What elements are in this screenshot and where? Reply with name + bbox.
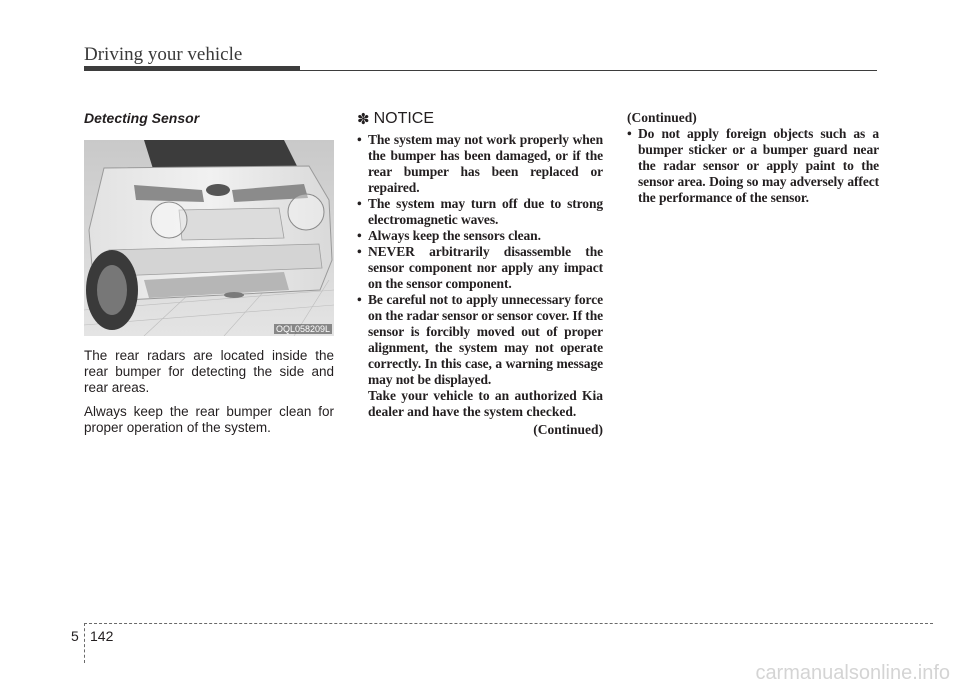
notice-list	[357, 132, 603, 388]
notice-heading	[357, 110, 603, 128]
bullet-icon: •	[627, 126, 632, 141]
paragraph: Always keep the rear bumper clean for proper operation of the system.	[84, 404, 334, 435]
list-item: • Always keep the sensors clean.	[357, 228, 541, 243]
page-number: 142	[90, 628, 114, 644]
notice-column	[357, 110, 603, 438]
right-column	[627, 110, 879, 206]
list-item: • Be careful not to apply unnecessary force on the radar sensor or sensor cover. If the sensor is forcibly moved out of proper alignment, the system may not operate correctly. In this case, a warning message may not be displayed.	[357, 292, 603, 387]
bullet-icon: •	[357, 196, 362, 211]
chapter-number: 5	[71, 628, 79, 644]
asterisk-icon: ✽	[357, 111, 370, 128]
paragraph: The rear radars are located inside the rear bumper for detecting the side and rear areas.	[84, 348, 334, 395]
notice-title: NOTICE	[373, 110, 435, 127]
rear-radar-figure	[84, 140, 334, 336]
footer-divider	[84, 623, 85, 663]
bullet-icon: •	[357, 244, 362, 259]
bullet-icon: •	[357, 228, 362, 243]
figure-code: OQL058209L	[275, 324, 330, 334]
notice-followup: Take your vehicle to an authorized Kia dealer and have the system checked.	[368, 388, 603, 419]
suv-rear-illustration	[84, 140, 334, 336]
notice-list-continued	[627, 126, 879, 206]
watermark: carmanualsonline.info	[755, 662, 950, 684]
bullet-icon: •	[357, 292, 362, 307]
section-heading: Detecting Sensor	[84, 110, 200, 126]
list-item: • The system may turn off due to strong electromagnetic waves.	[357, 196, 603, 227]
header-rule-thin	[300, 70, 877, 71]
header-rule-thick	[84, 66, 300, 71]
continued-label: (Continued)	[533, 422, 603, 437]
list-item: • The system may not work properly when the bumper has been damaged, or if the rear bumper has been replaced or repaired.	[357, 132, 603, 195]
list-item: • Do not apply foreign objects such as a bumper sticker or a bumper guard near the radar sensor or apply paint to the sensor area. Doing so may adversely affect the performance of the sensor.	[627, 126, 879, 205]
left-column	[84, 110, 334, 436]
bullet-icon: •	[357, 132, 362, 147]
page-header-title: Driving your vehicle	[84, 44, 243, 65]
continued-label: (Continued)	[627, 110, 697, 125]
footer-rule	[84, 623, 933, 624]
list-item: • NEVER arbitrarily disassemble the sensor component nor apply any impact on the sensor component.	[357, 244, 603, 291]
